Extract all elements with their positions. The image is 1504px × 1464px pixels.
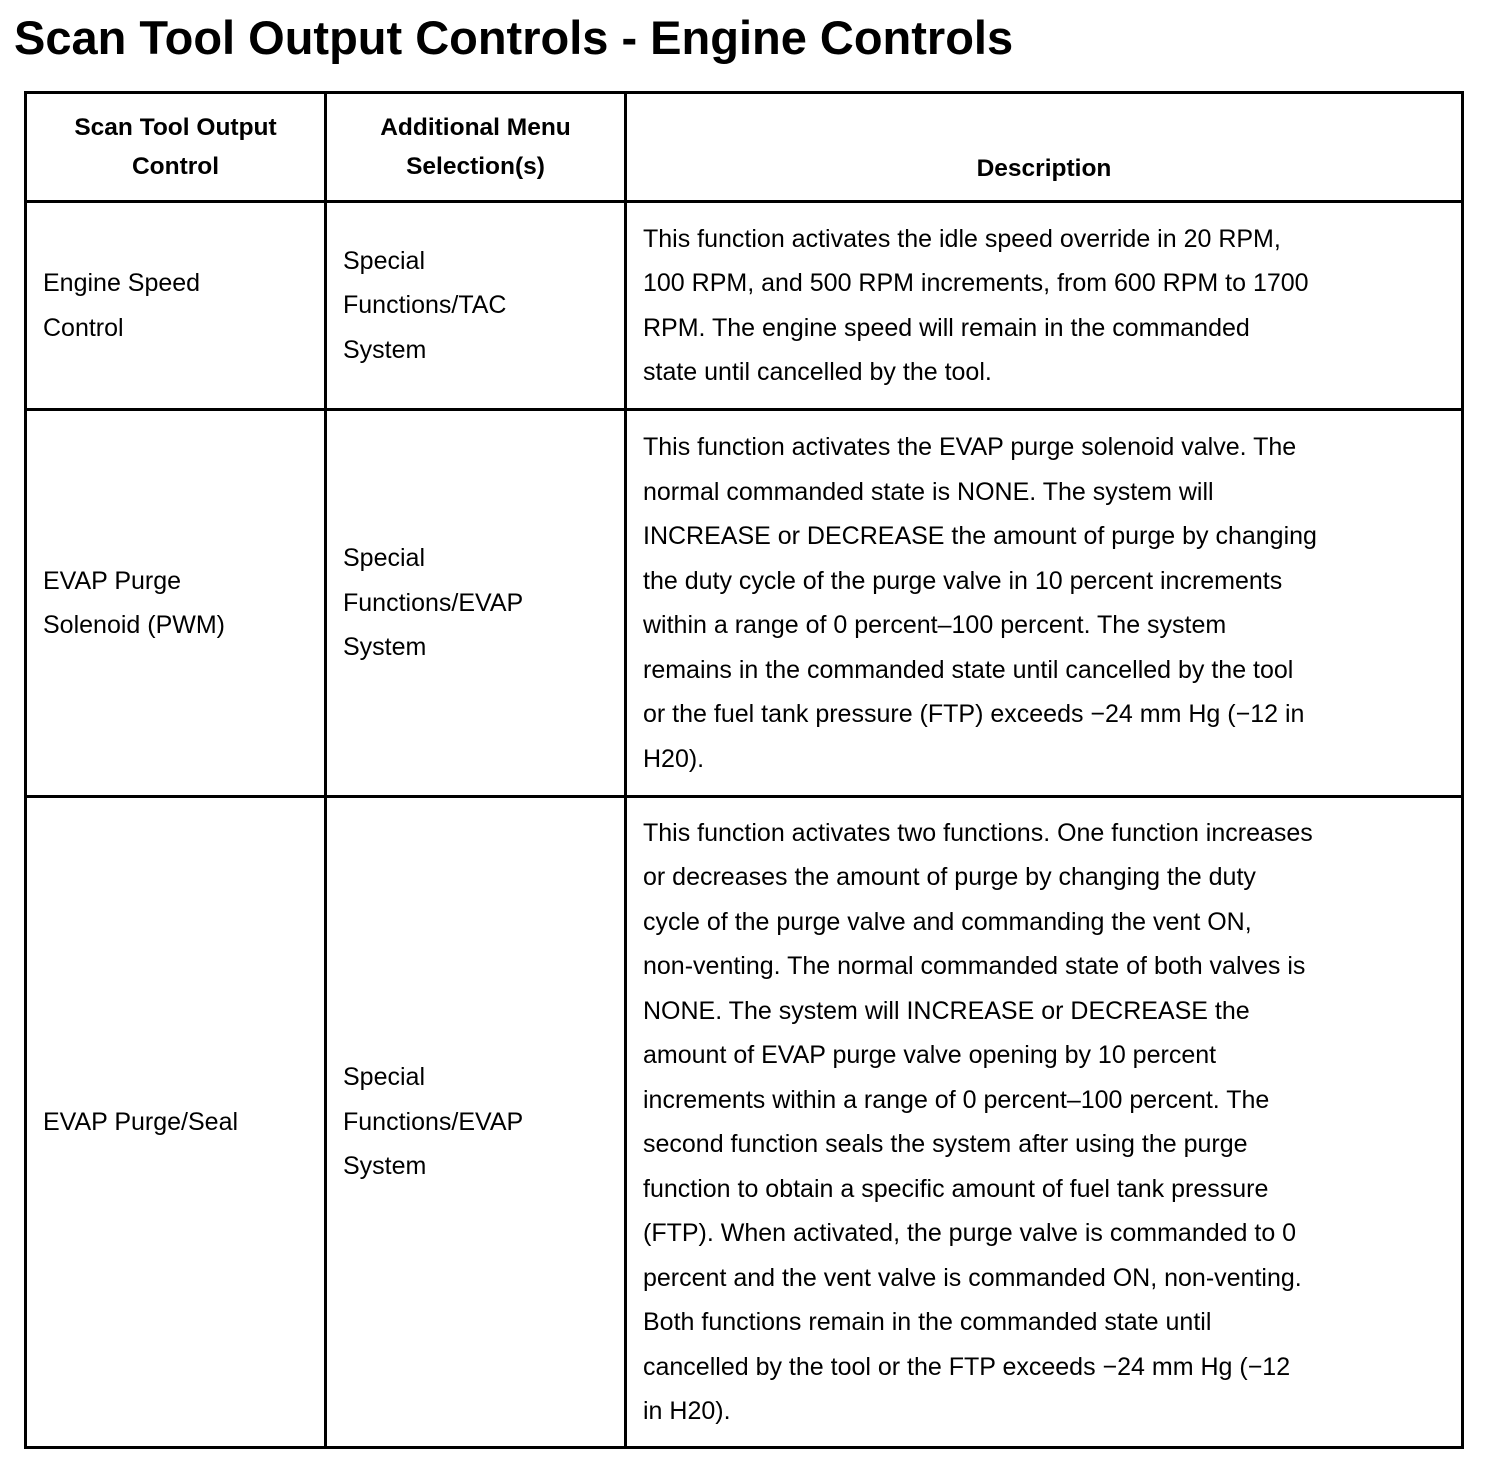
text-line: Functions/EVAP bbox=[343, 1107, 524, 1136]
cell-output-control bbox=[26, 797, 326, 1448]
text-line: This function activates the EVAP purge solenoid valve. The bbox=[643, 433, 1297, 461]
header-menu-selection bbox=[326, 93, 626, 202]
cell-menu-selection bbox=[326, 797, 626, 1448]
cell-description bbox=[626, 410, 1463, 797]
text-line: Scan Tool Output bbox=[74, 114, 277, 141]
text-line: or the fuel tank pressure (FTP) exceeds −24 mm Hg (−12 in bbox=[643, 700, 1305, 728]
text-line: System bbox=[343, 633, 427, 662]
page-title: Scan Tool Output Controls - Engine Controls bbox=[14, 11, 1014, 64]
cell-output-control bbox=[26, 410, 326, 797]
text-line: EVAP Purge bbox=[43, 566, 182, 595]
text-line: remains in the commanded state until cancelled by the tool bbox=[643, 655, 1294, 684]
text-line: This function activates two functions. One function increases bbox=[643, 818, 1313, 847]
text-line: H20). bbox=[643, 744, 705, 773]
text-line: Description bbox=[976, 155, 1112, 182]
text-line: Additional Menu bbox=[380, 114, 571, 141]
text-line: Special bbox=[343, 544, 425, 573]
header-description bbox=[626, 93, 1463, 202]
text-line: Control bbox=[43, 313, 124, 342]
text-line: NONE. The system will INCREASE or DECREASE the bbox=[643, 996, 1250, 1025]
table-row bbox=[26, 410, 1463, 797]
text-line: Functions/TAC bbox=[343, 291, 507, 320]
text-line: the duty cycle of the purge valve in 10 percent increments bbox=[643, 566, 1283, 595]
text-line: Control bbox=[131, 153, 220, 180]
cell-menu-selection bbox=[326, 202, 626, 410]
text-line: Special bbox=[343, 246, 425, 275]
text-line: Both functions remain in the commanded state until bbox=[643, 1308, 1212, 1336]
text-line: INCREASE or DECREASE the amount of purge by changing bbox=[643, 522, 1317, 550]
text-line: second function seals the system after using the purge bbox=[643, 1130, 1248, 1158]
text-line: (FTP). When activated, the purge valve is commanded to 0 bbox=[643, 1219, 1297, 1247]
text-line: System bbox=[343, 335, 427, 364]
text-line: state until cancelled by the tool. bbox=[643, 358, 992, 386]
text-line: 100 RPM, and 500 RPM increments, from 600 RPM to 1700 bbox=[643, 269, 1309, 297]
text-line: cycle of the purge valve and commanding the vent ON, bbox=[643, 907, 1252, 936]
text-line: This function activates the idle speed override in 20 RPM, bbox=[643, 224, 1281, 253]
cell-output-control bbox=[26, 202, 326, 410]
text-line: System bbox=[343, 1152, 427, 1181]
text-line: amount of EVAP purge valve opening by 10 percent bbox=[643, 1041, 1217, 1069]
table-row bbox=[26, 202, 1463, 410]
text-line: within a range of 0 percent–100 percent. The system bbox=[643, 611, 1227, 639]
text-line: RPM. The engine speed will remain in the commanded bbox=[643, 313, 1250, 342]
text-line: Selection(s) bbox=[406, 153, 545, 180]
text-line: normal commanded state is NONE. The system will bbox=[643, 477, 1214, 506]
cell-description bbox=[626, 797, 1463, 1448]
text-line: in H20). bbox=[643, 1397, 731, 1425]
text-line: EVAP Purge/Seal bbox=[43, 1107, 239, 1136]
header-output-control bbox=[26, 93, 326, 202]
text-line: increments within a range of 0 percent–100 percent. The bbox=[643, 1085, 1270, 1114]
text-line: percent and the vent valve is commanded ON, non-venting. bbox=[643, 1263, 1302, 1292]
text-line: Functions/EVAP bbox=[343, 588, 524, 617]
text-line: or decreases the amount of purge by changing the duty bbox=[643, 863, 1256, 891]
table-header-row bbox=[26, 93, 1463, 202]
text-line: Special bbox=[343, 1063, 425, 1092]
text-line: cancelled by the tool or the FTP exceeds −24 mm Hg (−12 bbox=[643, 1352, 1291, 1381]
cell-description bbox=[626, 202, 1463, 410]
output-controls-table bbox=[24, 91, 1464, 1449]
text-line: function to obtain a specific amount of fuel tank pressure bbox=[643, 1174, 1269, 1203]
text-line: non-venting. The normal commanded state of both valves is bbox=[643, 952, 1306, 980]
cell-menu-selection bbox=[326, 410, 626, 797]
table-row bbox=[26, 797, 1463, 1448]
text-line: Engine Speed bbox=[43, 269, 201, 297]
text-line: Solenoid (PWM) bbox=[43, 611, 225, 639]
